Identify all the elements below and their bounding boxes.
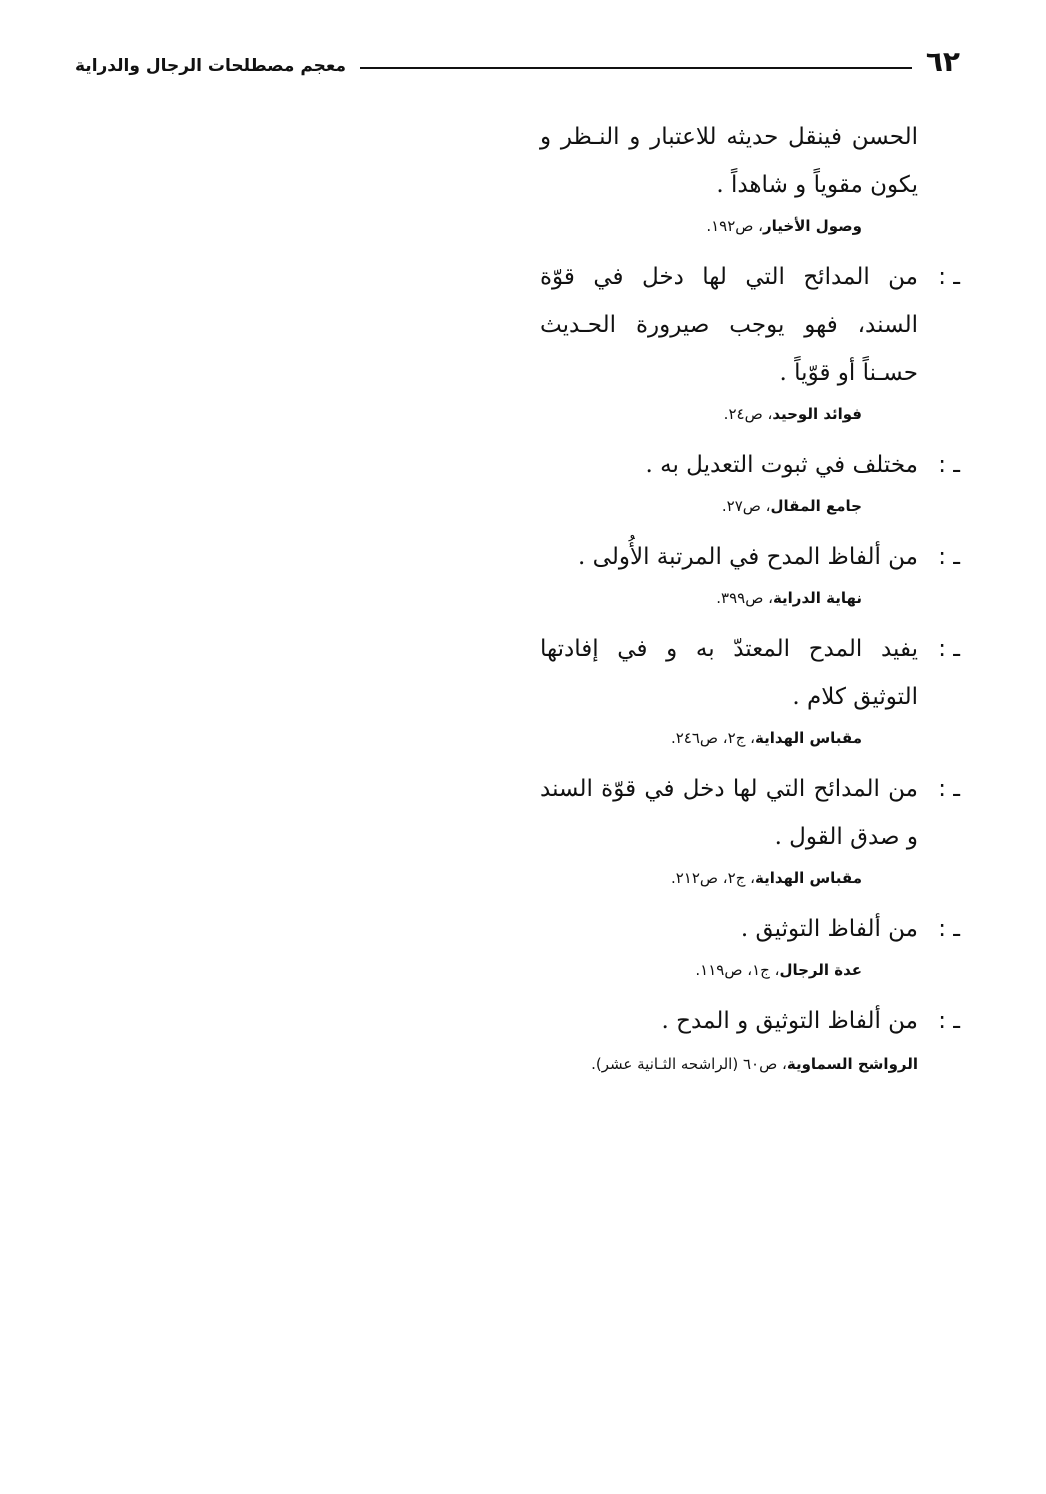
entry-marker: ـ : xyxy=(938,636,960,662)
entry-reference xyxy=(540,861,960,895)
entry-reference xyxy=(540,489,960,523)
reference-location: ، ص٢٧. xyxy=(721,497,771,515)
page-number: ٦٢ xyxy=(925,45,960,78)
reference-book: مقباس الهداية xyxy=(755,869,862,887)
entry-definition: من المدائح التي لها دخل في قوّة السند، فهو يوجب صيرورة الحـديث حسـناً أو قوّياً . xyxy=(540,264,918,386)
entry-reference xyxy=(540,581,960,615)
entry-marker: ـ : xyxy=(938,776,960,802)
entry xyxy=(540,997,960,1083)
reference-location: ، ص٦٠ (الراشحه الثـانية عشر). xyxy=(591,1055,787,1073)
reference-location: ، ص٢٤. xyxy=(723,405,773,423)
reference-book: مقباس الهداية xyxy=(755,729,862,747)
entry-text xyxy=(540,113,960,209)
entry-marker: ـ : xyxy=(938,264,960,290)
dictionary-entries xyxy=(540,113,960,1093)
entry-text xyxy=(540,765,960,861)
reference-book: وصول الأخيار xyxy=(763,217,862,235)
entry-reference xyxy=(540,209,960,243)
reference-book: عدة الرجال xyxy=(779,961,862,979)
running-title: معجم مصطلحات الرجال والدراية xyxy=(75,56,347,76)
entry xyxy=(540,441,960,523)
entry-reference xyxy=(540,397,960,431)
entry-reference xyxy=(540,721,960,755)
entry xyxy=(540,113,960,243)
entry-definition: من ألفاظ التوثيق . xyxy=(740,916,918,942)
entry-marker: ـ : xyxy=(938,916,960,942)
reference-book: فوائد الوحيد xyxy=(772,405,862,423)
entry-text xyxy=(540,253,960,397)
entry-definition: من ألفاظ التوثيق و المدح . xyxy=(661,1008,918,1034)
entry xyxy=(540,765,960,895)
header-rule xyxy=(360,67,912,69)
reference-location: ، ج٢، ص٢٤٦. xyxy=(670,729,756,747)
reference-location: ، ص١٩٢. xyxy=(706,217,764,235)
entry-definition: من المدائح التي لها دخل في قوّة السند و صدق القول . xyxy=(540,776,918,850)
entry-text xyxy=(540,533,960,581)
entry xyxy=(540,905,960,987)
reference-location: ، ص٣٩٩. xyxy=(716,589,773,607)
reference-book: جامع المقال xyxy=(770,497,862,515)
entry xyxy=(540,253,960,431)
entry-reference xyxy=(540,953,960,987)
entry xyxy=(540,625,960,755)
entry-text xyxy=(540,625,960,721)
entry-text xyxy=(540,905,960,953)
entry-marker: ـ : xyxy=(938,544,960,570)
entry xyxy=(540,533,960,615)
reference-location: ، ج١، ص١١٩. xyxy=(695,961,780,979)
entry-definition: يفيد المدح المعتدّ به و في إفادتها التوثيق كلام . xyxy=(540,636,918,710)
entry-reference xyxy=(540,1045,1016,1083)
entry-definition: مختلف في ثبوت التعديل به . xyxy=(645,452,918,478)
entry-definition: من ألفاظ المدح في المرتبة الأُولى . xyxy=(578,544,918,570)
entry-text xyxy=(540,997,960,1045)
reference-book: نهاية الدراية xyxy=(772,589,862,607)
page-header xyxy=(75,40,960,84)
reference-location: ، ج٢، ص٢١٢. xyxy=(670,869,756,887)
entry-marker: ـ : xyxy=(938,1008,960,1034)
reference-book: الرواشح السماوية xyxy=(786,1055,918,1073)
entry-marker: ـ : xyxy=(938,452,960,478)
entry-definition: الحسن فينقل حديثه للاعتبار و النـظر و يكون مقوياً و شاهداً . xyxy=(540,124,918,198)
entry-text xyxy=(540,441,960,489)
